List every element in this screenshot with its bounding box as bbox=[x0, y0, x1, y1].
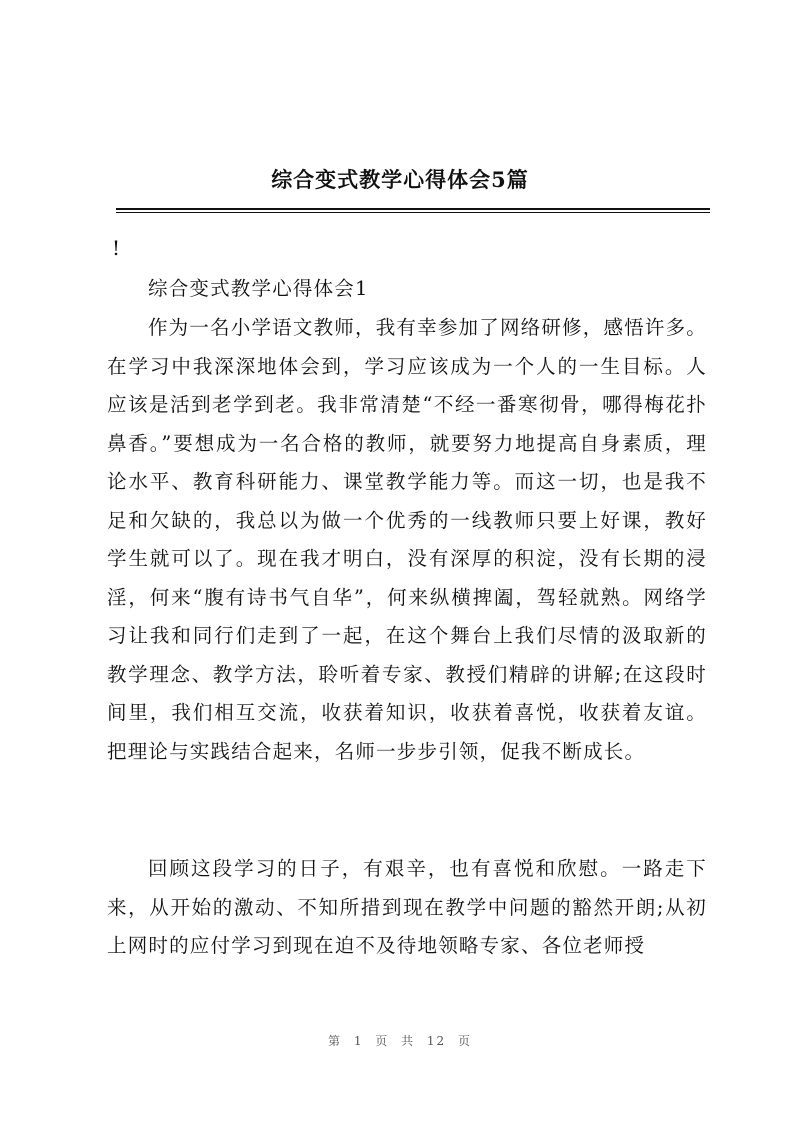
paragraph-2: 回顾这段学习的日子，有艰辛，也有喜悦和欣慰。一路走下来，从开始的激动、不知所措到现在教学中问题的豁然开朗;从初上网时的应付学习到现在迫不及待地领略专家、各位老师授 bbox=[107, 857, 707, 957]
paragraph-1: 作为一名小学语文教师，我有幸参加了网络研修，感悟许多。在学习中我深深地体会到，学习应该成为一个人的一生目标。人应该是活到老学到老。我非常清楚“不经一番寒彻骨，哪得梅花扑鼻香。”要想成为一名合格的教师，就要努力地提高自身素质，理论水平、教育科研能力、课堂教学能力等。而这一切，也是我不足和欠缺的，我总以为做一个优秀的一线教师只要上好课，教好学生就可以了。现在我才明白，没有深厚的积淀，没有长期的浸淫，何来“腹有诗书气自华”，何来纵横捭阖，驾轻就熟。网络学习让我和同行们走到了一起，在这个舞台上我们尽情的汲取新的教学理念、教学方法，聆听着专家、教授们精辟的讲解;在这段时间里，我们相互交流，收获着知识，收获着喜悦，收获着友谊。把理论与实践结合起来，名师一步步引领，促我不断成长。 bbox=[107, 316, 707, 763]
title-divider bbox=[116, 208, 710, 213]
section-heading: 综合变式教学心得体会1 bbox=[148, 277, 369, 300]
page-title: 综合变式教学心得体会5篇 bbox=[271, 167, 529, 192]
page-number-footer: 第 1 页 共 12 页 bbox=[328, 1034, 472, 1048]
exclamation-marker: ! bbox=[112, 236, 121, 260]
